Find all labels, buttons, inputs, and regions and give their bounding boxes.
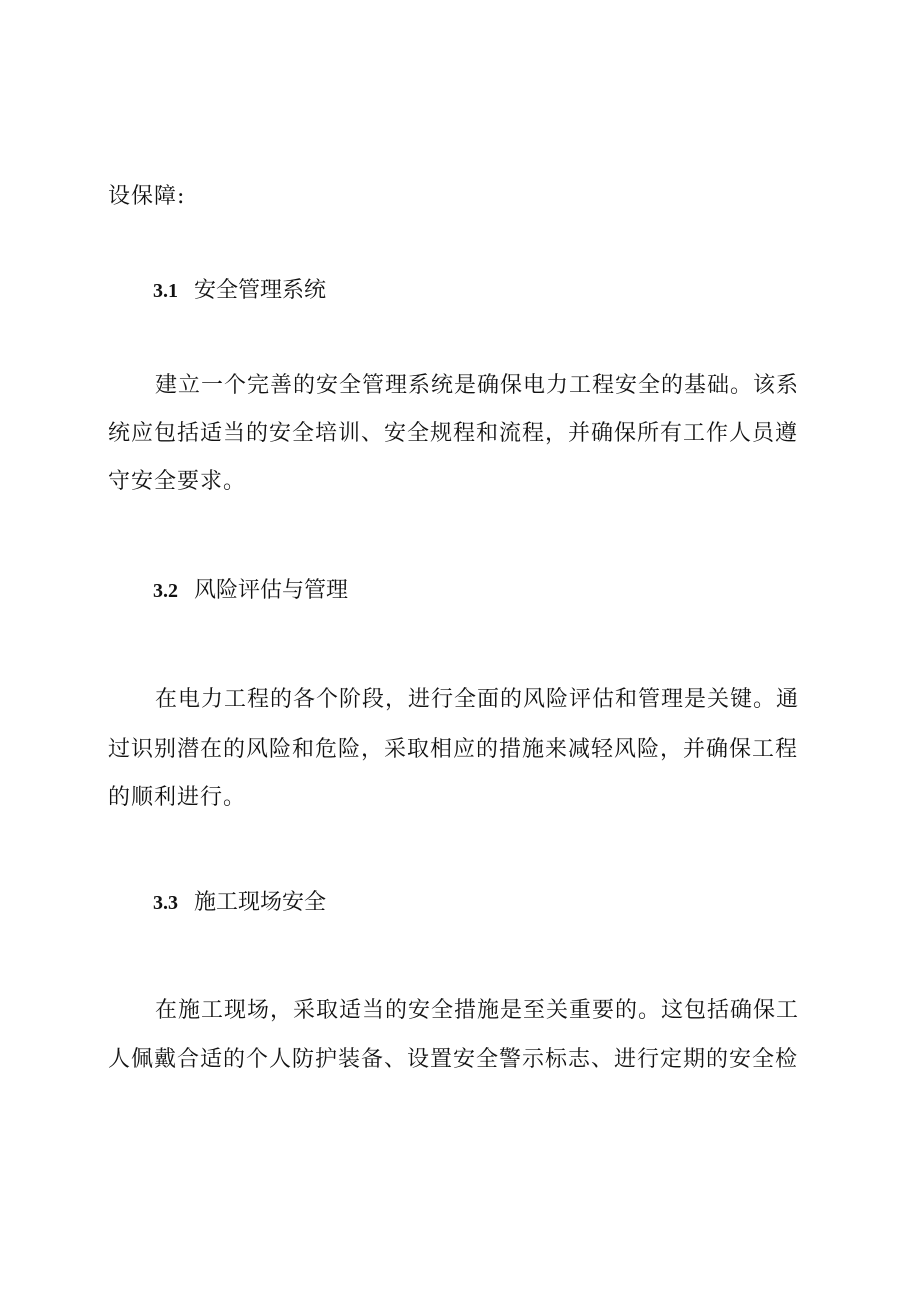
section-title: 施工现场安全: [194, 890, 327, 915]
paragraph-text: 过识别潜在的风险和危险，采取相应的措施来减轻风险，并确保: [108, 737, 753, 762]
section-heading-3-2: [153, 580, 348, 602]
section-title: 风险评估与管理: [194, 578, 349, 603]
paragraph-line: 在施工现场，采取适当的安全措施是至关重要的。这包括确保工: [155, 998, 800, 1023]
section-heading-3-3: [153, 892, 326, 914]
paragraph-line: 建立一个完善的安全管理系统是确保电力工程安全的基础。该系: [155, 373, 800, 398]
paragraph-line: 统应包括适当的安全培训、安全规程和流程，并确保所有工作人员遵: [108, 421, 799, 446]
section-heading-3-1: [153, 280, 326, 302]
intro-fragment: 设保障:: [108, 184, 186, 209]
section-number: 3.1: [153, 280, 178, 302]
section-number: 3.2: [153, 580, 178, 602]
paragraph-line: 人佩戴合适的个人防护装备、设置安全警示标志、进行定期的安全检: [108, 1047, 799, 1072]
paragraph-line: 守安全要求。: [108, 469, 247, 494]
paragraph-line: 在电力工程的各个阶段，进行全面的风险评估和管理是关键。通: [155, 687, 800, 712]
paragraph-line: [108, 739, 798, 761]
section-number: 3.3: [153, 892, 178, 914]
section-title: 安全管理系统: [194, 278, 327, 303]
paragraph-line: 的顺利进行。: [108, 785, 247, 810]
paragraph-text-sans: 工程: [752, 737, 799, 762]
